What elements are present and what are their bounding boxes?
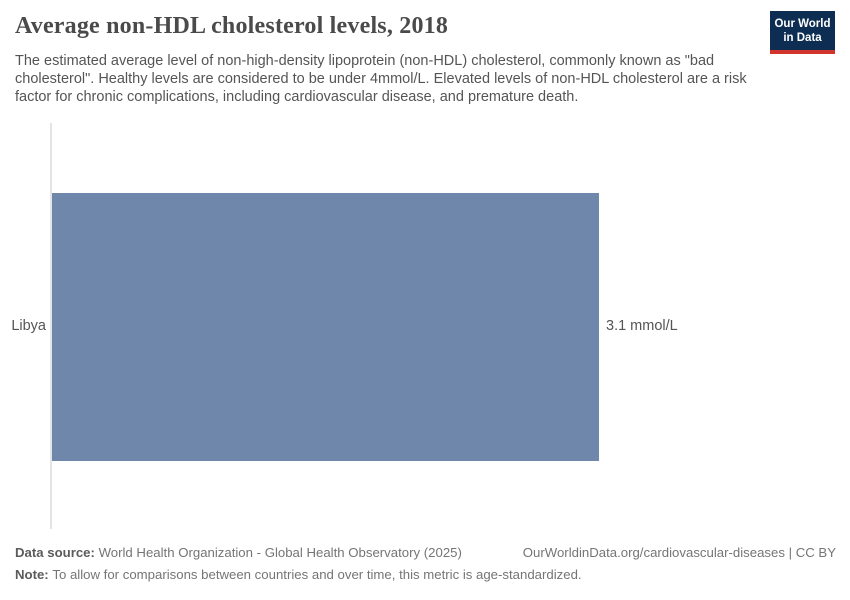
- entity-label-libya: Libya: [11, 318, 46, 334]
- data-source-line: [15, 545, 462, 561]
- owid-logo-line2: in Data: [783, 32, 822, 44]
- note-line: [15, 567, 582, 582]
- chart-footer: [15, 545, 836, 583]
- bar-libya[interactable]: [52, 193, 599, 461]
- value-label-libya: 3.1 mmol/L: [606, 318, 678, 334]
- owid-logo[interactable]: [770, 11, 835, 54]
- data-source-label: Data source:: [15, 545, 95, 560]
- data-source-text: World Health Organization - Global Health Observatory (2025): [98, 545, 462, 560]
- owid-url-link[interactable]: OurWorldinData.org/cardiovascular-diseases | CC BY: [522, 545, 836, 560]
- chart-subtitle: The estimated average level of non-high-density lipoprotein (non-HDL) cholesterol, commonly known as "bad cholesterol". Healthy levels are considered to be under 4mmol/L. Elevated levels of non-HDL cholesterol are a risk factor for chronic complications, including cardiovascular disease, and premature death.: [15, 53, 747, 105]
- note-text: To allow for comparisons between countries and over time, this metric is age-standardized.: [52, 567, 582, 582]
- note-label: Note:: [15, 567, 49, 582]
- chart-title: Average non-HDL cholesterol levels, 2018: [15, 13, 449, 39]
- owid-logo-line1: Our World: [774, 18, 831, 30]
